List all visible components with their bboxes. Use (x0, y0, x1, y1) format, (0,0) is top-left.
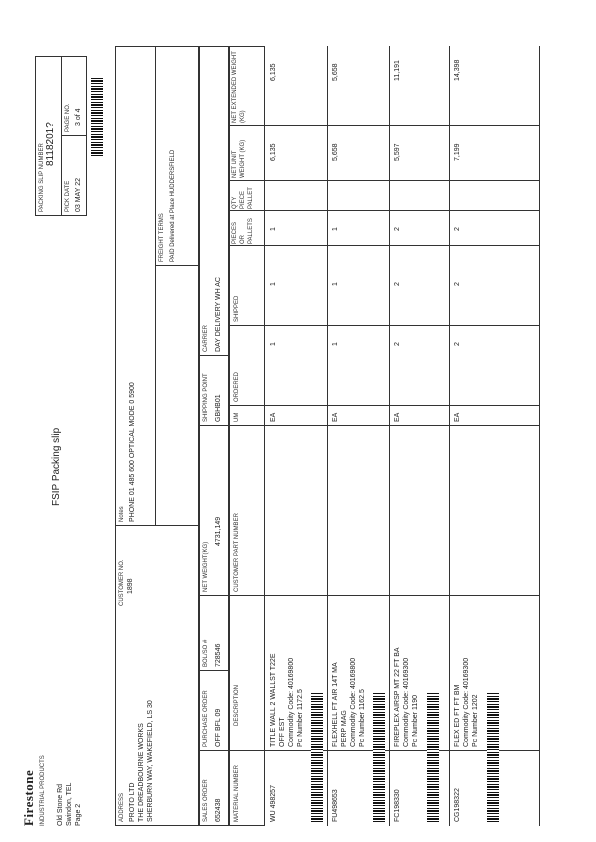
row-ordered: 1 (332, 342, 339, 346)
row-shipped: 2 (394, 282, 401, 286)
address-line-3: SHERBURN WAY, WAKEFIELD, LS 30 (147, 700, 154, 822)
col-um: UM (234, 412, 240, 422)
net-weight-value: 4731,149 (215, 516, 222, 546)
row-pieces: 1 (270, 227, 277, 231)
notes-text: PHONE 01 485 600 OPTICAL MODE 0 5900 (129, 382, 136, 522)
row-net-ext: 14,398 (454, 59, 461, 81)
row-desc-2: OFF EST (279, 717, 286, 747)
row-desc-1: FIREPLEX AIRSP MT 22 FT BA (394, 647, 401, 747)
row-net-ext: 6,135 (270, 63, 277, 81)
rotated-document (21, 46, 545, 826)
row-material: CG198322 (454, 788, 461, 822)
row-material: WU 498257 (270, 785, 277, 822)
pick-date-label: PICK DATE (65, 180, 71, 212)
row-um: EA (270, 412, 277, 422)
company-subtitle: INDUSTRIAL PRODUCTS (40, 755, 46, 826)
bol-value: 728546 (215, 643, 222, 667)
document-title: FSIP Packing slip (51, 427, 62, 506)
purchase-order-label: PURCHASE ORDER (203, 690, 209, 747)
row-net-unit: 6,135 (270, 143, 277, 161)
row-ordered: 1 (270, 342, 277, 346)
col-customer-part: CUSTOMER PART NUMBER (234, 513, 240, 592)
row-um: EA (394, 412, 401, 422)
row-barcode (487, 692, 499, 822)
row-net-unit: 5,597 (394, 143, 401, 161)
customer-no-value: 1898 (127, 578, 134, 594)
row-desc-1: TITLE WALL 2 WALLST T22E (270, 653, 277, 747)
row-ordered: 2 (394, 342, 401, 346)
freight-terms-value: PAID Delivered at Place HUDDERSFIELD (170, 149, 176, 262)
row-desc-4: Pc Number 1172.5 (297, 689, 304, 747)
row-net-unit: 5,658 (332, 143, 339, 161)
row-desc-3: Pc Number 1190 (412, 694, 419, 747)
packing-slip-label: PACKING SLIP NUMBER (39, 143, 45, 212)
row-um: EA (454, 412, 461, 422)
row-pieces: 2 (394, 227, 401, 231)
freight-terms-label: FREIGHT TERMS (159, 213, 165, 262)
row-ordered: 2 (454, 342, 461, 346)
row-barcode (427, 692, 439, 822)
page-no-value: 3 of 4 (75, 108, 82, 126)
row-shipped: 2 (454, 282, 461, 286)
row-desc-4: Pc Number 1162.5 (359, 689, 366, 747)
address-label: ADDRESS (119, 792, 125, 822)
row-desc-1: FLEXHELL FT AIR 14T MA (332, 662, 339, 747)
row-desc-3: Pc Number 1202 (472, 694, 479, 747)
row-desc-2: PERP MAG (341, 710, 348, 747)
col-description: DESCRIPTION (234, 684, 240, 726)
row-barcode (311, 692, 323, 822)
packing-slip-number: 8118201? (45, 122, 56, 166)
row-desc-2: Commodity Code: 40169300 (463, 657, 470, 747)
row-desc-2: Commodity Code: 40169300 (403, 657, 410, 747)
row-pieces: 2 (454, 227, 461, 231)
row-material: FU498653 (332, 789, 339, 822)
company-address-2: Swindon, TEL (66, 782, 73, 826)
row-shipped: 1 (270, 282, 277, 286)
address-line-1: PROTO LTD (129, 782, 136, 822)
notes-label: Notes (119, 506, 125, 522)
row-pieces: 1 (332, 227, 339, 231)
customer-no-label: CUSTOMER NO. (119, 559, 125, 606)
col-net-ext: NET EXTENDED WEIGHT (KG) (232, 51, 246, 123)
row-desc-3: Commodity Code: 40169800 (350, 657, 357, 747)
company-logo: Firestone (21, 769, 36, 826)
col-pieces: PIECES OR PALLETS (232, 218, 254, 244)
row-material: FC198330 (394, 789, 401, 822)
purchase-order-value: OFF BFL 09 (215, 708, 222, 747)
address-line-2: THE DREADBOURNE WORKS (138, 723, 145, 822)
company-address-1: Old Stone Rd (57, 783, 64, 826)
net-weight-label: NET WEIGHT(KG) (203, 541, 209, 592)
row-net-unit: 7,199 (454, 143, 461, 161)
row-desc-1: FLEX ED FT FT BM (454, 684, 461, 747)
page-no-label: PAGE NO. (65, 103, 71, 132)
row-net-ext: 11,191 (394, 60, 401, 81)
row-net-ext: 5,658 (332, 63, 339, 81)
col-shipped: SHIPPED (234, 295, 240, 322)
carrier-value: DAY DELIVERY WH AC (215, 277, 222, 352)
shipping-point-value: GBHB01 (215, 394, 222, 422)
col-ordered: ORDERED (234, 371, 240, 402)
address-section (115, 46, 199, 826)
col-net-unit: NET UNIT WEIGHT (KG) (232, 139, 246, 178)
bol-label: BOL/SO # (203, 639, 209, 667)
row-desc-3: Commodity Code: 40169800 (288, 657, 295, 747)
row-shipped: 1 (332, 282, 339, 286)
row-barcode (373, 692, 385, 822)
col-qty-piece: QTY PIECE PALLET (232, 187, 254, 209)
sales-order-label: SALES ORDER (203, 779, 209, 822)
col-material: MATERIAL NUMBER (234, 764, 240, 822)
carrier-label: CARRIER (203, 324, 209, 352)
shipping-point-label: SHIPPING POINT (203, 373, 209, 422)
row-um: EA (332, 412, 339, 422)
pick-date-value: 03 MAY 22 (75, 178, 82, 212)
sales-order-value: 652438 (215, 798, 222, 822)
company-address-3: Page 2 (75, 803, 82, 826)
packing-barcode (91, 76, 103, 156)
